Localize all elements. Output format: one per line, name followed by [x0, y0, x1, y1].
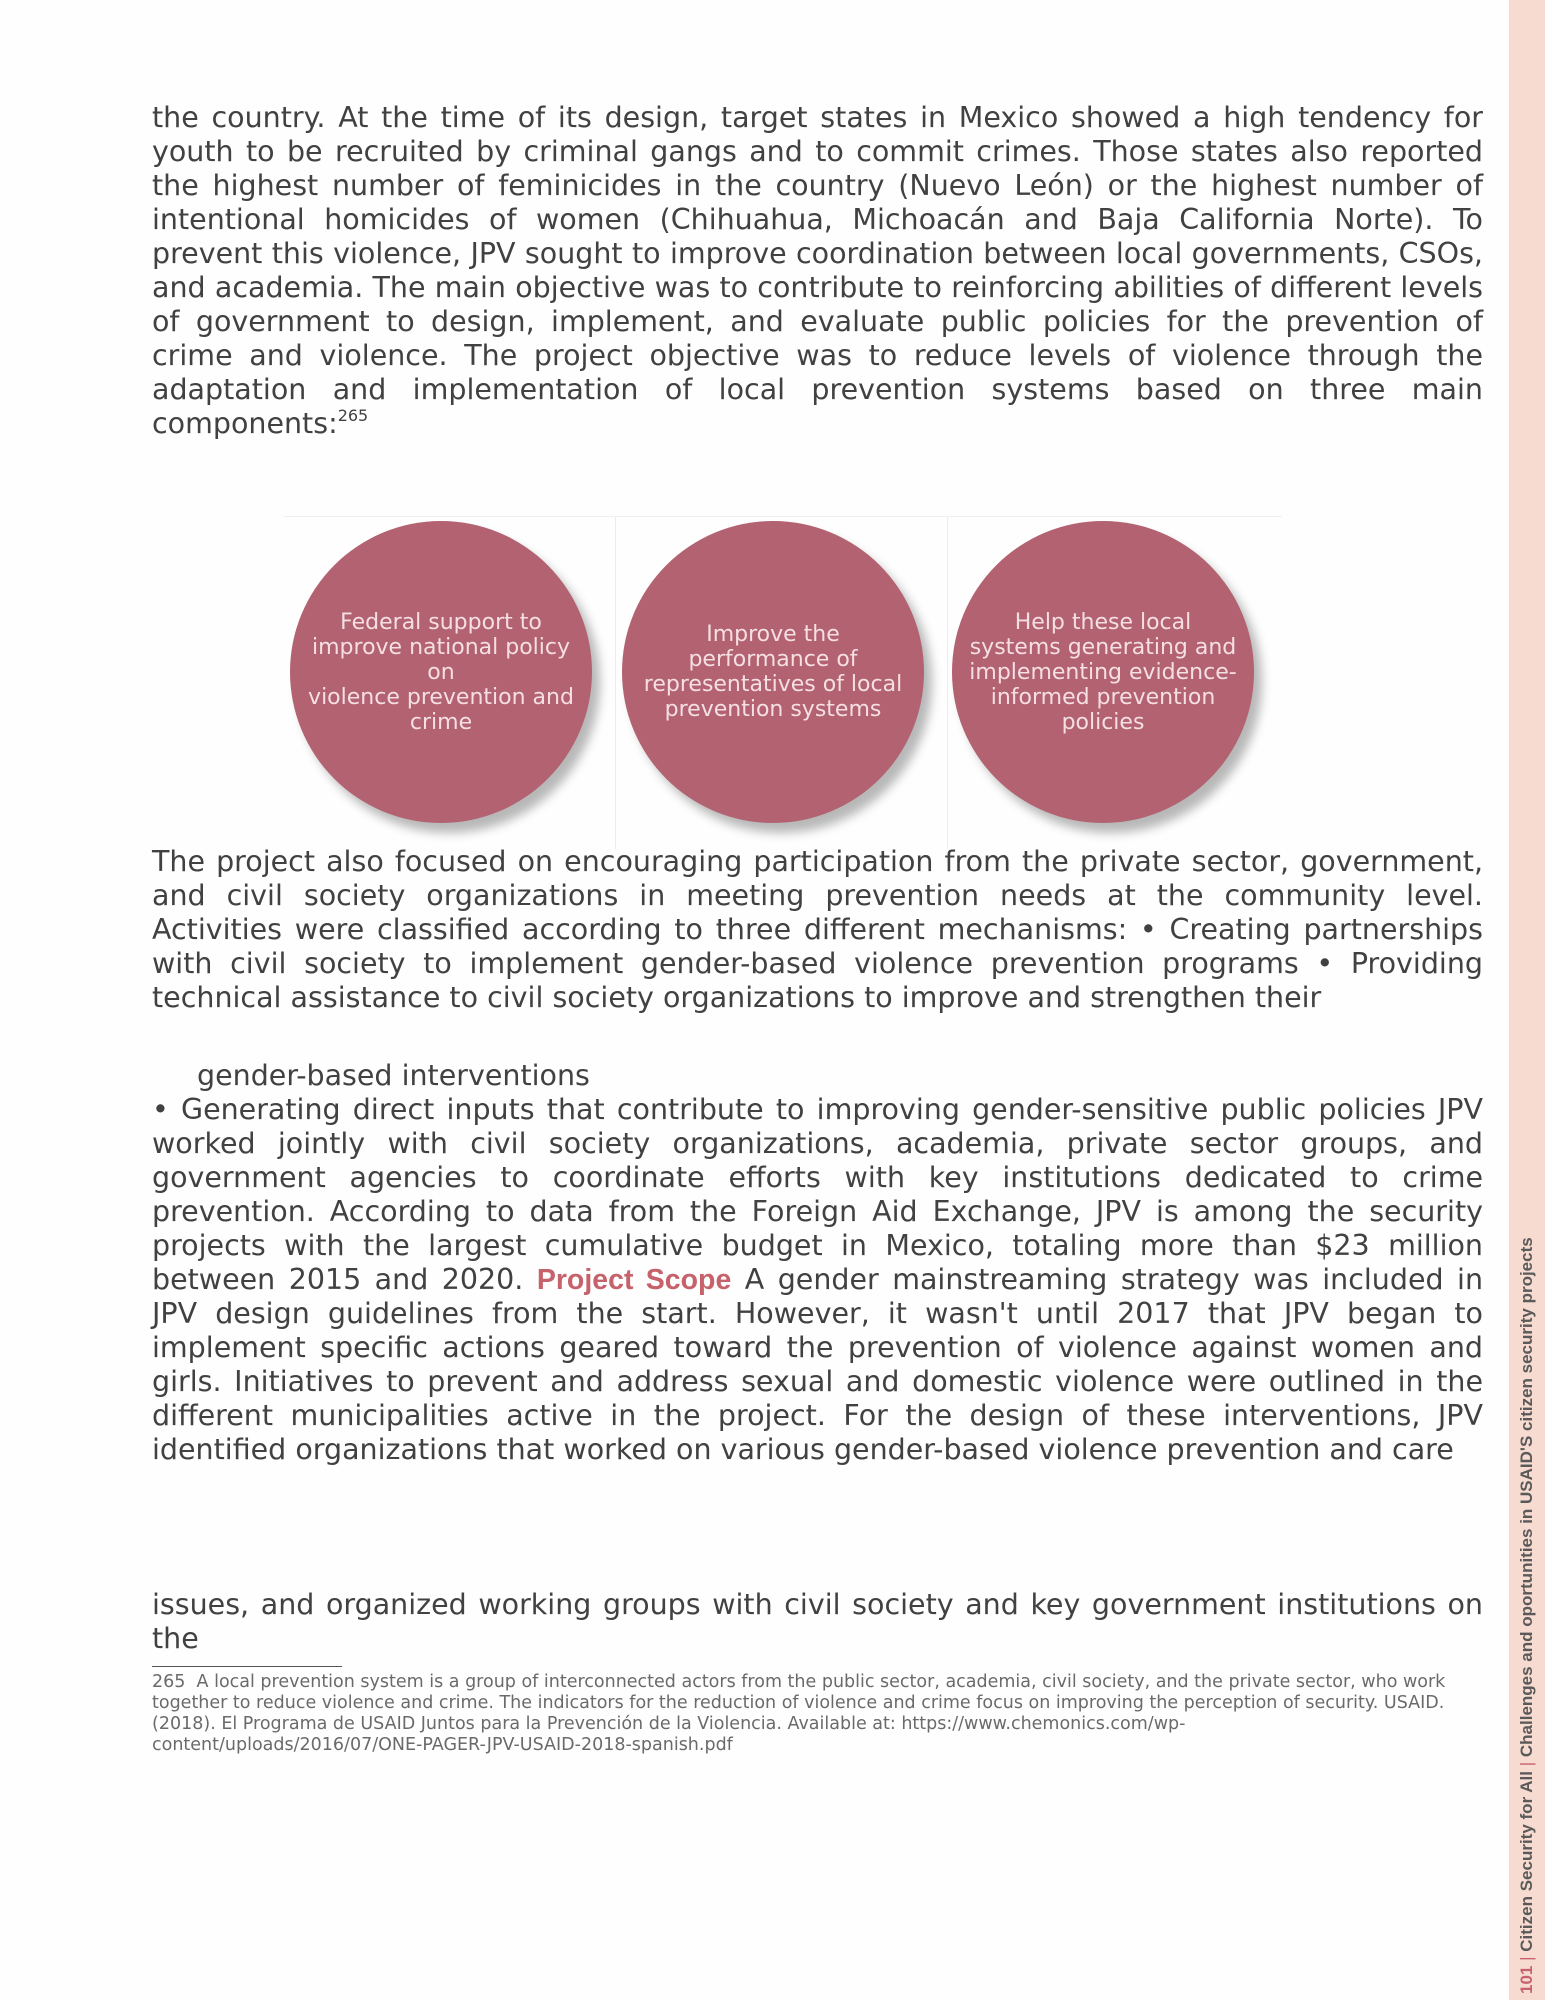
footnote-reference[interactable]: 265: [337, 406, 369, 425]
page-number: 101: [1517, 1965, 1536, 1994]
component-text: Federal support to improve national policy on violence prevention and crime: [308, 609, 574, 735]
body-text: • Generating direct inputs that contribute to improving gender-sensitive public policies JPV worked jointly with civil society organizations, academia, private sector groups, and government agencies to coordinate efforts with key institutions dedicated to crime prevention. According to data from the Foreign Aid Exchange, JPV is among the security projects with the largest cumulative budget in Mexico, totaling more than $23 million between 2015 and 2020. Project Scope A gender mainstreaming strategy was included in JPV design guidelines from the start. However, it wasn't until 2017 that JPV began to implement specific actions geared toward the prevention of violence against women and girls. Initiatives to prevent and address sexual and domestic violence were outlined in the different municipalities active in the project. For the design of these interventions, JPV identified organizations that worked on various gender-based violence prevention and care: [152, 1093, 1484, 1466]
running-header: [1517, 1237, 1537, 2000]
indented-line: gender-based interventions: [197, 1059, 590, 1092]
components-diagram: [284, 516, 1282, 849]
mechanisms-paragraph: The project also focused on encouraging participation from the private sector, government, and civil society organizations in meeting prevention needs at the community level. Activities were classified according to three different mechanisms: • Creating partnerships with civil society to implement gender-based violence prevention programs • Providing technical assistance to civil society organizations to improve and strengthen their: [152, 845, 1483, 1014]
intro-paragraph: the country. At the time of its design, target states in Mexico showed a high tendency for youth to be recruited by criminal gangs and to commit crimes. Those states also reported the highest number of feminicides in the country (Nuevo León) or the highest number of intentional homicides of women (Chihuahua, Michoacán and Baja California Norte). To prevent this violence, JPV sought to improve coordination between local governments, CSOs, and academia. The main objective was to contribute to reinforcing abilities of different levels of government to design, implement, and evaluate public policies for the prevention of crime and violence. The project objective was to reduce levels of violence through the adaptation and implementation of local prevention systems based on three main components:$^{265}$: [152, 101, 1483, 440]
section-heading: Project Scope: [536, 1264, 732, 1296]
panel-divider: [615, 517, 616, 849]
separator: |: [1517, 1761, 1536, 1767]
continuation-paragraph: issues, and organized working groups with civil society and key government institutions on the: [152, 1588, 1483, 1655]
footnote: 265 A local prevention system is a group of interconnected actors from the public sector, academia, civil society, and the private sector, who work together to reduce violence and crime. The indicators for the reduction of violence and crime focus on improving the perception of security. USAID. (2018). El Programa de USAID Juntos para la Prevención de la Violencia. Available at: https://www.chemonics.com/wp-content/uploads/2016/07/ONE-PAGER-JPV-USAID-2018-spanish.pdf: [152, 1672, 1446, 1755]
publication-title: Citizen Security for All: [1517, 1771, 1536, 1952]
component-text: Help these local systems generating and implementing evidence- informed prevention policies: [969, 609, 1237, 735]
component-circle-improve-performance: [622, 521, 924, 823]
publication-subtitle: Challenges and oportunities in USAID'S citizen security projects: [1517, 1237, 1536, 1758]
interventions-paragraph: [152, 1059, 1483, 1467]
panel-divider: [947, 517, 948, 849]
footnote-rule: [152, 1666, 342, 1667]
separator: |: [1517, 1956, 1536, 1961]
component-circle-federal-support: [290, 521, 592, 823]
component-text: Improve the performance of representatives of local prevention systems: [643, 622, 903, 722]
component-circle-evidence-informed: [952, 521, 1254, 823]
